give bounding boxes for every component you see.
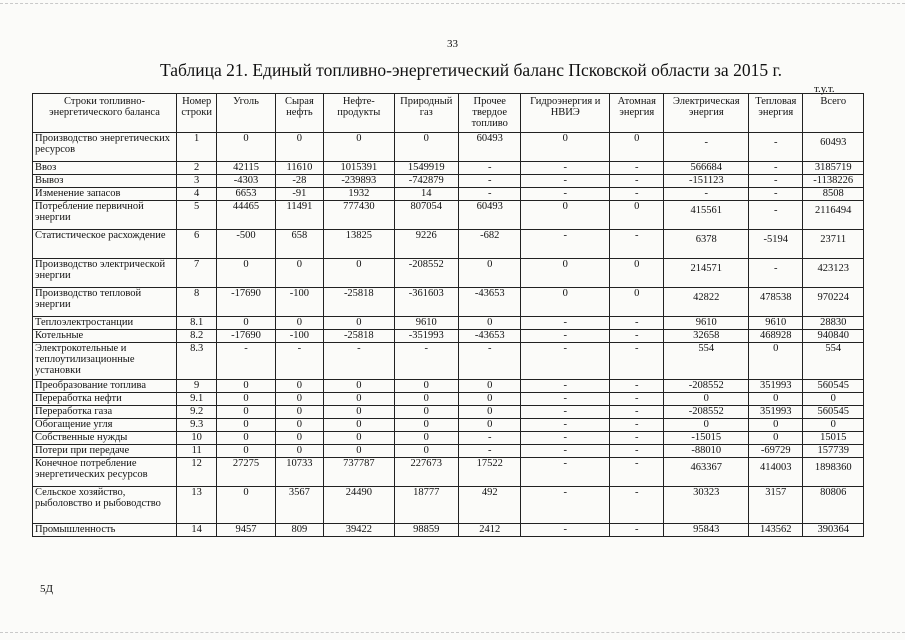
table-row [33,432,864,445]
table-cell: 0 [275,406,323,419]
table-cell: - [610,330,664,343]
table-cell: 0 [275,133,323,162]
table-cell: - [521,380,610,393]
row-label: Потери при передаче [33,445,177,458]
table-cell: 415561 [664,201,749,230]
row-label: Переработка газа [33,406,177,419]
table-cell: - [459,188,521,201]
row-label: Промышленность [33,524,177,537]
row-number: 9.3 [177,419,217,432]
table-cell: 0 [324,393,395,406]
table-cell: 9610 [394,317,458,330]
table-row [33,393,864,406]
table-cell: - [610,393,664,406]
table-cell: 27275 [217,458,275,487]
table-cell: 8508 [803,188,864,201]
table-cell: 1549919 [394,162,458,175]
row-number: 6 [177,230,217,259]
table-cell: -351993 [394,330,458,343]
table-cell: 0 [394,432,458,445]
table-cell: - [459,445,521,458]
row-label: Статистическое расхождение [33,230,177,259]
table-cell: - [521,230,610,259]
energy-balance-table [32,93,864,537]
table-cell: - [521,317,610,330]
table-cell: 463367 [664,458,749,487]
table-cell: 0 [217,419,275,432]
table-cell: 0 [217,406,275,419]
table-cell: -43653 [459,288,521,317]
table-cell: - [275,343,323,380]
scan-edge-top [0,3,905,4]
table-cell: 143562 [749,524,803,537]
table-cell: - [521,162,610,175]
table-cell: 0 [394,380,458,393]
table-cell: 390364 [803,524,864,537]
table-row [33,201,864,230]
table-cell: 0 [459,406,521,419]
table-cell: 1898360 [803,458,864,487]
table-cell: 95843 [664,524,749,537]
table-cell: 0 [394,419,458,432]
table-cell: -91 [275,188,323,201]
table-cell: 468928 [749,330,803,343]
table-cell: -88010 [664,445,749,458]
table-cell: 0 [324,445,395,458]
row-label: Изменение запасов [33,188,177,201]
table-cell: -208552 [394,259,458,288]
table-cell: 566684 [664,162,749,175]
table-cell: -15015 [664,432,749,445]
table-cell: 0 [459,419,521,432]
table-cell: - [610,487,664,524]
row-label: Ввоз [33,162,177,175]
table-cell: 30323 [664,487,749,524]
table-cell: -208552 [664,380,749,393]
row-number: 8.2 [177,330,217,343]
table-cell: 0 [610,133,664,162]
table-row [33,317,864,330]
table-row [33,445,864,458]
row-label: Конечное потребление энергетических ресурсов [33,458,177,487]
table-cell: - [610,162,664,175]
table-cell: - [521,188,610,201]
table-cell: - [610,524,664,537]
table-cell: 60493 [459,201,521,230]
table-row [33,487,864,524]
table-cell: - [521,487,610,524]
table-cell: 14 [394,188,458,201]
table-cell: - [610,188,664,201]
row-number: 5 [177,201,217,230]
table-cell: -151123 [664,175,749,188]
table-cell: - [521,330,610,343]
table-cell: 0 [324,317,395,330]
table-cell: 6378 [664,230,749,259]
table-cell: 214571 [664,259,749,288]
table-cell: - [459,432,521,445]
table-cell: 0 [749,343,803,380]
table-cell: 0 [664,393,749,406]
table-row [33,343,864,380]
row-label: Собственные нужды [33,432,177,445]
table-cell: 0 [749,419,803,432]
header-cell: Номер строки [177,94,217,133]
table-cell: 6653 [217,188,275,201]
table-cell: - [749,201,803,230]
table-cell: 227673 [394,458,458,487]
header-cell: Прочее твердое топливо [459,94,521,133]
table-cell: 0 [217,393,275,406]
table-cell: 0 [521,259,610,288]
header-cell: Всего [803,94,864,133]
table-cell: -1138226 [803,175,864,188]
table-cell: 3567 [275,487,323,524]
table-cell: 0 [459,317,521,330]
header-cell: Тепловая энергия [749,94,803,133]
table-cell: 560545 [803,406,864,419]
table-title: Таблица 21. Единый топливно-энергетический баланс Псковской области за 2015 г. [160,60,783,80]
header-cell: Электрическая энергия [664,94,749,133]
table-cell: -69729 [749,445,803,458]
row-number: 13 [177,487,217,524]
table-header-row [33,94,864,133]
table-cell: - [217,343,275,380]
table-cell: -500 [217,230,275,259]
table-cell: 2116494 [803,201,864,230]
table-cell: - [459,175,521,188]
table-cell: 0 [394,445,458,458]
table-cell: 0 [749,432,803,445]
table-cell: 80806 [803,487,864,524]
table-cell: - [394,343,458,380]
table-cell: 0 [324,133,395,162]
table-cell: -28 [275,175,323,188]
table-cell: 554 [803,343,864,380]
row-number: 9 [177,380,217,393]
table-cell: 42822 [664,288,749,317]
table-cell: - [610,343,664,380]
row-label: Переработка нефти [33,393,177,406]
table-cell: 13825 [324,230,395,259]
table-cell: 0 [275,317,323,330]
table-cell: 24490 [324,487,395,524]
table-cell: - [459,162,521,175]
table-row [33,380,864,393]
table-cell: 10733 [275,458,323,487]
scan-edge-bottom [0,632,905,633]
table-cell: - [749,162,803,175]
table-cell: -100 [275,288,323,317]
table-cell: 44465 [217,201,275,230]
table-cell: 0 [610,201,664,230]
header-cell: Уголь [217,94,275,133]
table-cell: - [610,230,664,259]
table-cell: 60493 [459,133,521,162]
table-cell: 807054 [394,201,458,230]
table-cell: 11491 [275,201,323,230]
table-cell: 351993 [749,380,803,393]
table-cell: 0 [664,419,749,432]
row-number: 3 [177,175,217,188]
row-number: 2 [177,162,217,175]
table-cell: -239893 [324,175,395,188]
table-cell: -17690 [217,330,275,343]
table-cell: 98859 [394,524,458,537]
table-cell: 0 [394,133,458,162]
header-cell: Нефте-продукты [324,94,395,133]
table-cell: 3185719 [803,162,864,175]
table-cell: 970224 [803,288,864,317]
table-cell: 0 [803,419,864,432]
table-cell: 0 [217,317,275,330]
row-label: Обогащение угля [33,419,177,432]
table-row [33,133,864,162]
row-label: Производство электрической энергии [33,259,177,288]
table-row [33,188,864,201]
table-row [33,406,864,419]
table-row [33,419,864,432]
table-row [33,259,864,288]
row-number: 10 [177,432,217,445]
table-cell: 9610 [664,317,749,330]
table-cell: - [521,458,610,487]
table-cell: 3157 [749,487,803,524]
table-cell: 0 [610,259,664,288]
table-cell: 0 [217,445,275,458]
header-cell: Сырая нефть [275,94,323,133]
table-row [33,330,864,343]
table-cell: 423123 [803,259,864,288]
table-cell: 560545 [803,380,864,393]
table-cell: - [521,445,610,458]
table-cell: - [521,393,610,406]
header-cell: Строки топливно-энергетического баланса [33,94,177,133]
table-cell: 0 [217,133,275,162]
table-cell: 0 [324,419,395,432]
table-cell: - [749,175,803,188]
table-cell: - [324,343,395,380]
row-number: 8 [177,288,217,317]
table-cell: - [749,133,803,162]
table-cell: - [610,380,664,393]
row-label: Котельные [33,330,177,343]
row-label: Теплоэлектростанции [33,317,177,330]
table-cell: -25818 [324,330,395,343]
table-cell: 0 [217,259,275,288]
table-cell: 0 [394,393,458,406]
header-cell: Атомная энергия [610,94,664,133]
table-cell: 777430 [324,201,395,230]
table-cell: 9457 [217,524,275,537]
row-label: Вывоз [33,175,177,188]
row-label: Преобразование топлива [33,380,177,393]
table-cell: - [521,175,610,188]
footer-mark: 5Д [40,583,54,595]
table-cell: 18777 [394,487,458,524]
table-cell: 42115 [217,162,275,175]
table-cell: 0 [521,288,610,317]
table-cell: 0 [217,380,275,393]
table-cell: 658 [275,230,323,259]
table-cell: - [521,524,610,537]
table-cell: 11610 [275,162,323,175]
row-label: Потребление первичной энергии [33,201,177,230]
table-cell: - [610,175,664,188]
table-cell: 0 [275,393,323,406]
row-number: 8.1 [177,317,217,330]
table-cell: - [610,432,664,445]
table-cell: - [610,445,664,458]
row-label: Производство энергетических ресурсов [33,133,177,162]
row-number: 12 [177,458,217,487]
table-cell: 157739 [803,445,864,458]
row-number: 14 [177,524,217,537]
row-number: 11 [177,445,217,458]
table-cell: 15015 [803,432,864,445]
table-cell: 0 [275,380,323,393]
table-cell: 39422 [324,524,395,537]
row-label: Сельское хозяйство, рыболовство и рыбоводство [33,487,177,524]
table-row [33,288,864,317]
table-cell: 2412 [459,524,521,537]
table-cell: 1015391 [324,162,395,175]
row-number: 7 [177,259,217,288]
table-cell: 0 [521,201,610,230]
table-cell: 0 [394,406,458,419]
table-cell: 0 [275,259,323,288]
table-cell: 9610 [749,317,803,330]
unit-label: т.у.т. [814,83,835,95]
table-cell: -361603 [394,288,458,317]
table-row [33,162,864,175]
table-cell: 0 [324,406,395,419]
table-cell: 0 [459,393,521,406]
table-cell: - [521,343,610,380]
table-cell: -682 [459,230,521,259]
table-cell: 351993 [749,406,803,419]
table-cell: 0 [749,393,803,406]
table-cell: -43653 [459,330,521,343]
table-body [33,133,864,537]
table-cell: 809 [275,524,323,537]
table-cell: 0 [521,133,610,162]
table-cell: - [749,188,803,201]
table-cell: -208552 [664,406,749,419]
table-cell: - [610,419,664,432]
table-cell: 492 [459,487,521,524]
table-cell: 0 [324,380,395,393]
table-cell: 940840 [803,330,864,343]
row-number: 4 [177,188,217,201]
header-cell: Гидроэнергия и НВИЭ [521,94,610,133]
table-cell: 0 [275,419,323,432]
table-cell: 0 [459,259,521,288]
table-cell: 0 [610,288,664,317]
table-cell: 60493 [803,133,864,162]
table-cell: 28830 [803,317,864,330]
table-cell: -5194 [749,230,803,259]
header-cell: Природный газ [394,94,458,133]
table-cell: -742879 [394,175,458,188]
table-cell: - [610,458,664,487]
table-cell: - [521,432,610,445]
row-label: Электрокотельные и теплоутилизационные установки [33,343,177,380]
table-cell: - [610,317,664,330]
table-cell: - [459,343,521,380]
row-number: 1 [177,133,217,162]
table-cell: 1932 [324,188,395,201]
table-cell: - [749,259,803,288]
table-cell: 0 [459,380,521,393]
table-cell: 0 [275,432,323,445]
table-cell: 554 [664,343,749,380]
table-cell: 478538 [749,288,803,317]
table-cell: 737787 [324,458,395,487]
table-cell: - [664,188,749,201]
table-cell: 0 [324,259,395,288]
table-cell: 0 [324,432,395,445]
table-cell: 9226 [394,230,458,259]
table-cell: - [610,406,664,419]
row-number: 9.1 [177,393,217,406]
table-cell: -4303 [217,175,275,188]
table-cell: 0 [275,445,323,458]
table-cell: 0 [217,487,275,524]
table-cell: - [521,419,610,432]
page-number: 33 [447,38,458,50]
table-row [33,458,864,487]
table-cell: 414003 [749,458,803,487]
table-row [33,524,864,537]
row-number: 8.3 [177,343,217,380]
table-cell: 0 [217,432,275,445]
table-row [33,175,864,188]
table-cell: 32658 [664,330,749,343]
table-cell: -100 [275,330,323,343]
table-cell: - [664,133,749,162]
row-label: Производство тепловой энергии [33,288,177,317]
table-cell: 0 [803,393,864,406]
table-cell: -25818 [324,288,395,317]
row-number: 9.2 [177,406,217,419]
table-cell: - [521,406,610,419]
table-cell: -17690 [217,288,275,317]
table-row [33,230,864,259]
table-cell: 23711 [803,230,864,259]
table-cell: 17522 [459,458,521,487]
